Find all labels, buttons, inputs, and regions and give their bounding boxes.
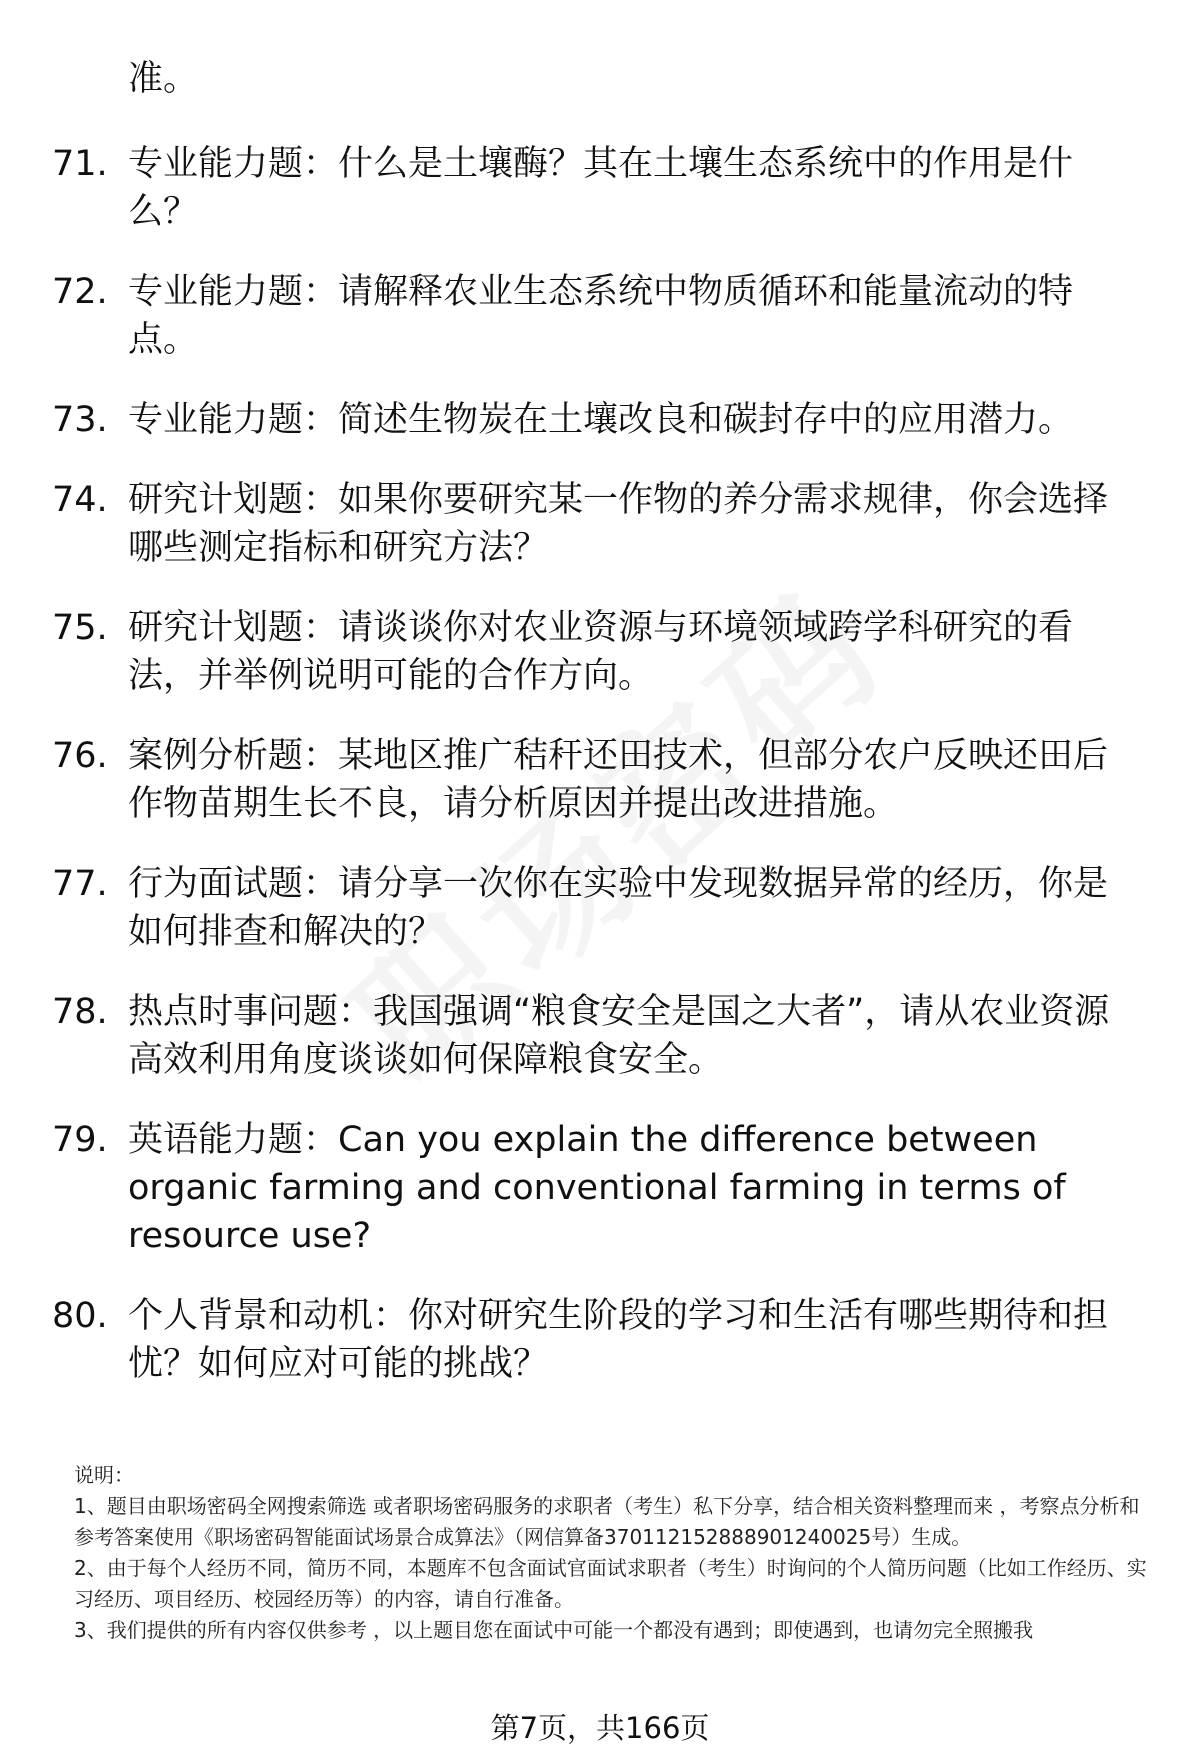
question-number: 75. xyxy=(52,608,108,648)
question-item xyxy=(0,988,1200,1084)
question-item xyxy=(0,732,1200,828)
question-item xyxy=(0,396,1200,444)
question-number: 80. xyxy=(52,1296,108,1336)
question-text: 案例分析题：某地区推广秸秆还田技术，但部分农户反映还田后作物苗期生长不良，请分析原因并提出改进措施。 xyxy=(128,736,1109,824)
page-footer: 第7页，共166页 xyxy=(490,1711,710,1745)
question-text: 研究计划题：如果你要研究某一作物的养分需求规律，你会选择哪些测定指标和研究方法？ xyxy=(128,480,1109,568)
previous-question-continuation: 准。 xyxy=(128,59,199,99)
notes-heading: 说明： xyxy=(74,1463,134,1487)
question-text: 研究计划题：请谈谈你对农业资源与环境领域跨学科研究的看法，并举例说明可能的合作方向。 xyxy=(128,608,1074,696)
question-number: 76. xyxy=(52,736,108,776)
question-text: 热点时事问题：我国强调“粮食安全是国之大者”，请从农业资源高效利用角度谈谈如何保障粮食安全。 xyxy=(128,992,1110,1080)
question-number: 78. xyxy=(52,992,108,1032)
question-item xyxy=(0,860,1200,956)
question-item xyxy=(0,268,1200,364)
question-number: 79. xyxy=(52,1120,108,1160)
question-text: 行为面试题：请分享一次你在实验中发现数据异常的经历，你是如何排查和解决的？ xyxy=(128,864,1109,952)
question-number: 77. xyxy=(52,864,108,904)
question-number: 73. xyxy=(52,400,108,440)
question-item xyxy=(0,1292,1200,1388)
question-text: 专业能力题：什么是土壤酶？其在土壤生态系统中的作用是什么？ xyxy=(128,144,1074,232)
note-item: 2、由于每个人经历不同，简历不同，本题库不包含面试官面试求职者（考生）时询问的个人简历问题（比如工作经历、实习经历、项目经历、校园经历等）的内容，请自行准备。 xyxy=(74,1556,1147,1611)
question-text: 英语能力题：Can you explain the difference between organic farming and conventional farming in terms of resource use? xyxy=(128,1120,1066,1256)
question-list xyxy=(0,140,1200,1420)
question-item xyxy=(0,604,1200,700)
note-item: 1、题目由职场密码全网搜索筛选 或者职场密码服务的求职者（考生）私下分享，结合相关资料整理而来 ，考察点分析和参考答案使用《职场密码智能面试场景合成算法》（网信算备370112152888901240025号）生成。 xyxy=(74,1494,1140,1549)
question-text: 个人背景和动机：你对研究生阶段的学习和生活有哪些期待和担忧？如何应对可能的挑战？ xyxy=(128,1296,1109,1384)
question-item xyxy=(0,1116,1200,1260)
question-text: 专业能力题：简述生物炭在土壤改良和碳封存中的应用潜力。 xyxy=(128,400,1074,440)
question-number: 71. xyxy=(52,144,108,184)
question-text: 专业能力题：请解释农业生态系统中物质循环和能量流动的特点。 xyxy=(128,272,1074,360)
question-item xyxy=(0,140,1200,236)
question-number: 74. xyxy=(52,480,108,520)
notes-section xyxy=(74,1460,1149,1646)
question-item xyxy=(0,476,1200,572)
question-number: 72. xyxy=(52,272,108,312)
note-item: 3、我们提供的所有内容仅供参考 ，以上题目您在面试中可能一个都没有遇到；即使遇到，也请勿完全照搬我 xyxy=(74,1618,1034,1642)
